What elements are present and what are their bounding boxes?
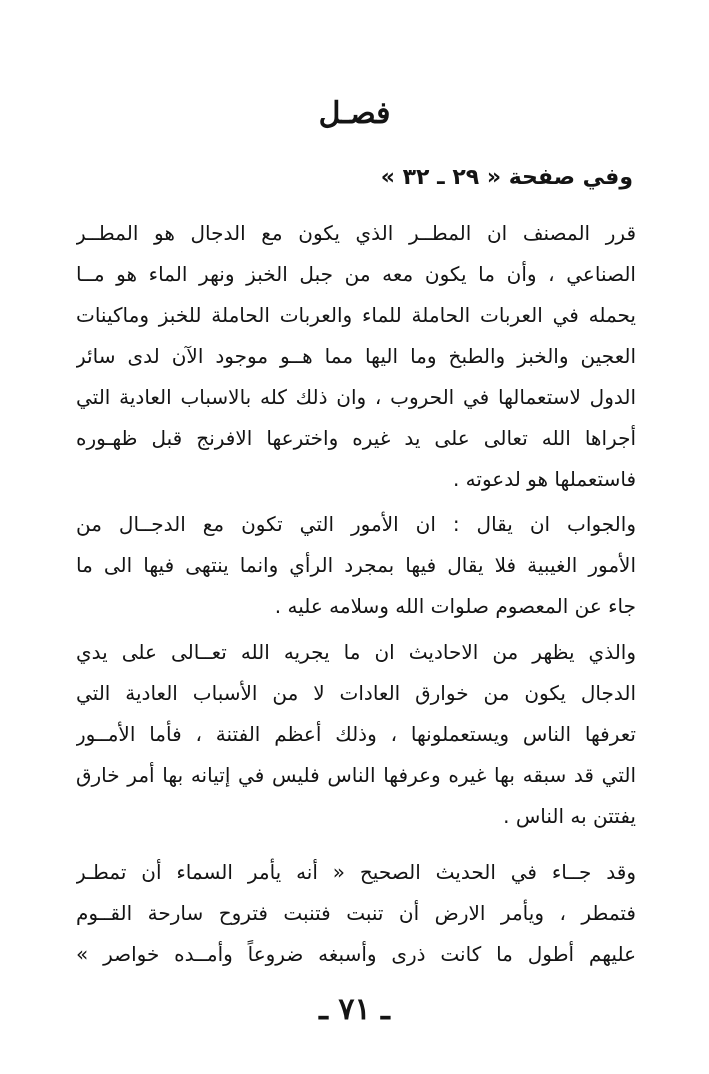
text-line: الصناعي ، وأن ما يكون معه من جبل الخبز ونهر الماء هو مــا: [76, 262, 636, 286]
text-line: يحمله في العربات الحاملة للماء والعربات الحاملة للخبز وماكينات: [76, 303, 636, 327]
text-line: الأمور الغيبية فلا يقال فيها بمجرد الرأي وانما ينتهى فيها الى ما: [76, 553, 636, 577]
section-title: فصـل: [318, 96, 391, 131]
text-line: الدول لاستعمالها في الحروب ، وان ذلك كله بالاسباب العادية التي: [76, 385, 636, 409]
text-line: التي قد سبقه بها غيره وعرفها الناس فليس في إتيانه بها أمر خارق: [76, 763, 636, 787]
paragraph-hadith: [76, 852, 636, 975]
text-line: جاء عن المعصوم صلوات الله وسلامه عليه .: [274, 594, 636, 618]
text-line: وقد جــاء في الحديث الصحيح « أنه يأمر السماء أن تمطـر: [76, 860, 636, 884]
text-line: يفتتن به الناس .: [503, 804, 636, 828]
text-line: الدجال يكون من خوارق العادات لا من الأسباب العادية التي: [76, 681, 636, 705]
text-line: فاستعملها هو لدعوته .: [452, 467, 636, 491]
text-line: فتمطر ، ويأمر الارض أن تنبت فتنبت فتروح سارحة القــوم: [76, 901, 636, 925]
text-line: عليهم أطول ما كانت ذرى وأسبغه ضروعاً وأمــده خواصر »: [76, 942, 636, 966]
text-line: العجين والخبز والطبخ وما اليها مما هــو موجود الآن لدى سائر: [76, 344, 636, 368]
text-line: قرر المصنف ان المطــر الذي يكون مع الدجال هو المطــر: [76, 221, 636, 245]
paragraph-answer: [76, 504, 636, 627]
paragraph-explanation: [76, 632, 636, 837]
page-reference-heading: وفي صفحة « ٢٩ ـ ٣٢ »: [380, 165, 633, 190]
text-line: والجواب ان يقال : ان الأمور التي تكون مع الدجــال من: [76, 512, 636, 536]
page-number: ـ ٧١ ـ: [319, 992, 390, 1027]
text-line: أجراها الله تعالى على يد غيره واخترعها الافرنج قبل ظهـوره: [76, 426, 636, 450]
paragraph-claim: [76, 213, 636, 500]
text-line: تعرفها الناس ويستعملونها ، وذلك أعظم الفتنة ، فأما الأمــور: [76, 722, 636, 746]
text-line: والذي يظهر من الاحاديث ان ما يجريه الله تعــالى على يدي: [76, 640, 636, 664]
